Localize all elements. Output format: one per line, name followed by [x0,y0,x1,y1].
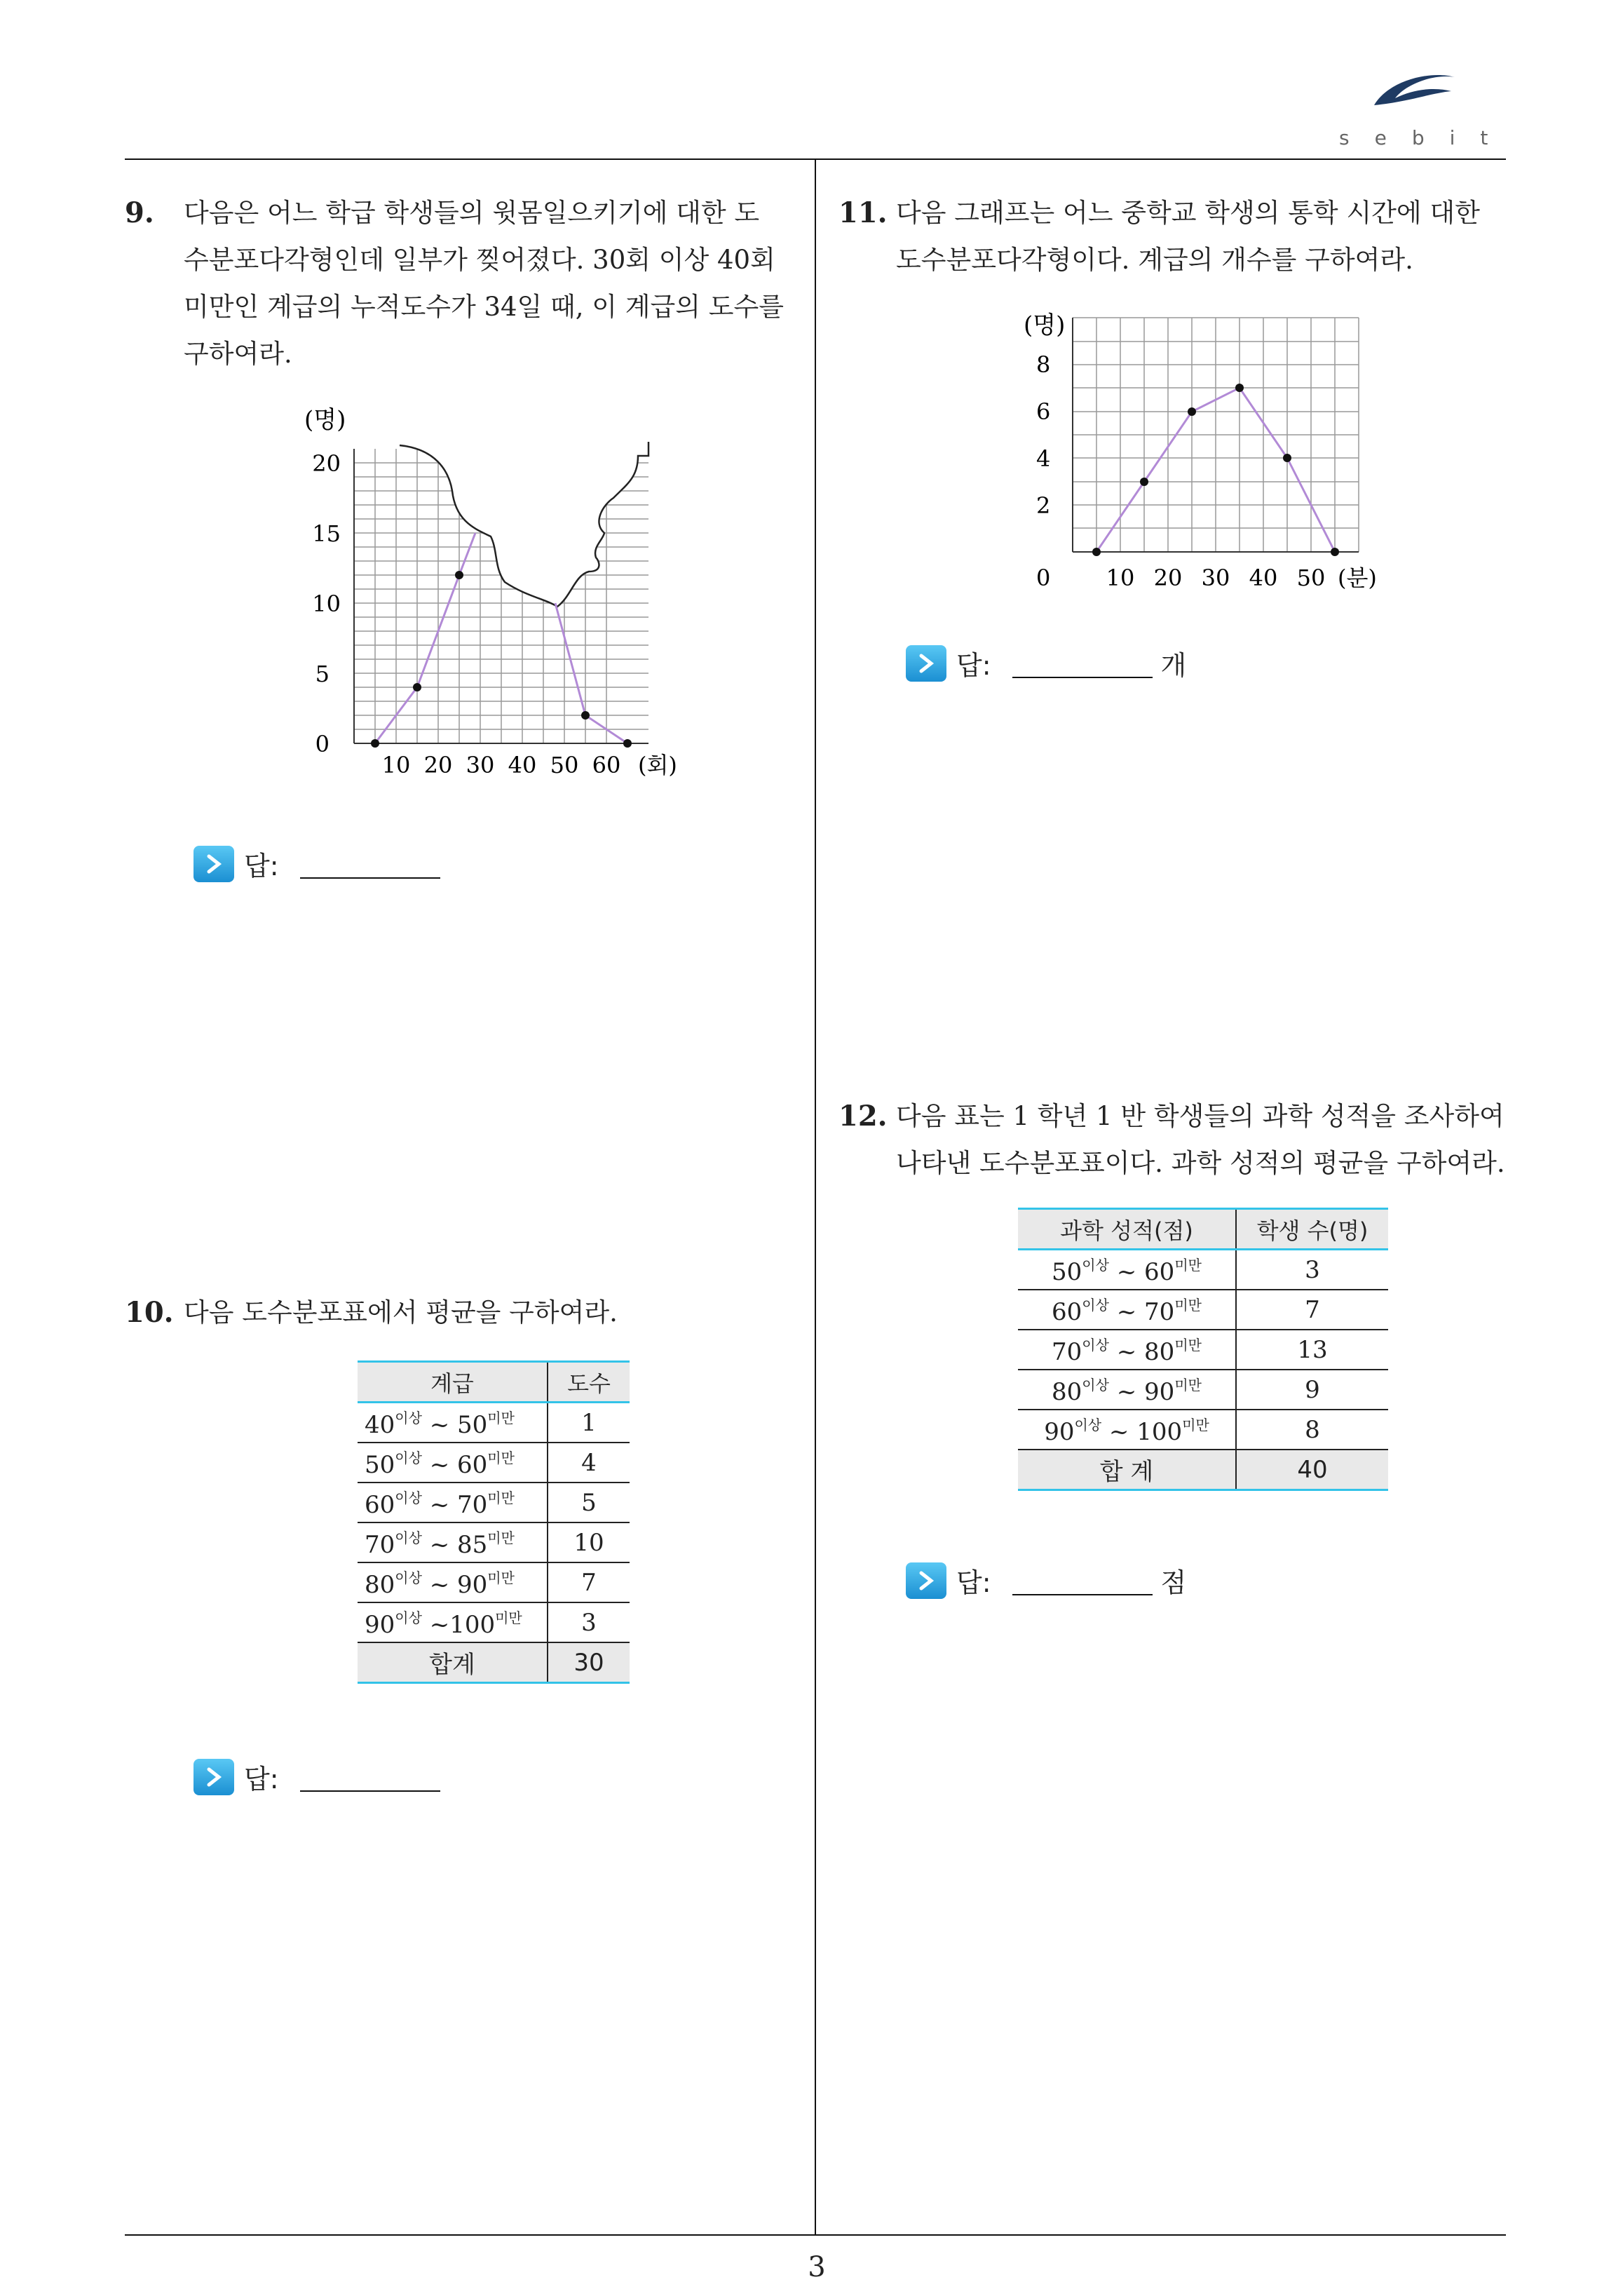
freq-cell: 3 [1236,1250,1388,1290]
answer-blank[interactable] [1012,649,1153,678]
q11-answer [906,644,1186,682]
q9-y-tick: 10 [312,590,341,617]
page-number: 3 [808,2251,826,2283]
q10-table [358,1360,630,1684]
q12-header: 과학 성적(점) [1018,1209,1236,1250]
q9-point [581,711,590,720]
q11-line: 다음 그래프는 어느 중학교 학생의 통학 시간에 대한 [896,198,1480,228]
q11-x-tick: 50 [1296,565,1326,591]
table-row: $90^{이상}$ ~ $100^{미만}$ 8 [1018,1410,1388,1450]
q11-text [896,189,1527,283]
q9-line: 미만인 계급의 누적도수가 34일 때, 이 계급의 도수를 [184,292,785,322]
class-high: 60 [1144,1257,1175,1286]
table-row: $70^{이상}$ ~ $85^{미만}$ 10 [358,1522,630,1562]
q9-point [455,571,463,579]
class-low: 70 [365,1530,395,1559]
q12-table [1018,1208,1388,1491]
q12-header: 학생 수(명) [1236,1209,1388,1250]
class-low: 60 [1052,1297,1082,1326]
table-row: $60^{이상}$ ~ $70^{미만}$ 7 [1018,1290,1388,1330]
q9-y-tick: 15 [312,520,341,547]
q9-x-tick: 50 [550,752,579,778]
total-label: 합 계 [1018,1450,1236,1490]
q9-y-tick: 0 [315,731,330,757]
freq-cell: 5 [548,1483,630,1522]
class-low: 90 [365,1610,395,1639]
header-logo [1367,67,1458,119]
q11-y-tick: 6 [1036,398,1051,425]
answer-unit: 점 [1160,1567,1187,1598]
class-high: 70 [1144,1297,1175,1326]
class-low: 70 [1052,1337,1082,1366]
q11-y-tick: 4 [1036,445,1051,472]
freq-cell: 7 [1236,1290,1388,1330]
class-low: 60 [365,1490,395,1519]
freq-cell: 8 [1236,1410,1388,1450]
q11-y-unit: (명) [1024,312,1066,339]
q9-x-tick: 10 [381,752,411,778]
answer-label: 답: [956,1567,991,1598]
q9-x-tick: 30 [466,752,495,778]
q9-answer [193,844,440,883]
table-row: $80^{이상}$ ~ $90^{미만}$ 9 [1018,1370,1388,1410]
table-row: $80^{이상}$ ~ $90^{미만}$ 7 [358,1562,630,1602]
class-high: 70 [457,1490,488,1519]
column-divider [815,158,816,2234]
q9-text [184,189,808,377]
q11-x-tick: 10 [1106,565,1135,591]
class-low: 90 [1044,1417,1075,1446]
q12-line: 다음 표는 1 학년 1 반 학생들의 과학 성적을 조사하여 [896,1101,1505,1131]
q11-y-tick: 8 [1036,351,1051,378]
answer-arrow-icon [906,1562,946,1599]
table-row: $50^{이상}$ ~ $60^{미만}$ 4 [358,1443,630,1483]
q10-number: 10. [125,1296,174,1329]
answer-arrow-icon [193,846,234,882]
q11-point [1331,548,1339,556]
freq-cell: 9 [1236,1370,1388,1410]
q10-header: 도수 [548,1362,630,1403]
total-label: 합계 [358,1642,548,1683]
q11-grid [1073,318,1359,552]
q9-chart [294,407,701,785]
class-low: 50 [1052,1257,1082,1286]
table-row: $70^{이상}$ ~ $80^{미만}$ 13 [1018,1330,1388,1370]
q9-point [413,683,421,691]
class-high: 80 [1144,1337,1175,1366]
table-total-row [358,1642,630,1683]
q10-header: 계급 [358,1362,548,1403]
q11-point [1140,478,1148,486]
freq-cell: 13 [1236,1330,1388,1370]
q11-x-tick: 30 [1201,565,1230,591]
class-low: 40 [365,1410,395,1439]
answer-blank[interactable] [300,1762,440,1792]
q11-point [1092,548,1101,556]
class-high: 60 [457,1450,488,1479]
q9-line: 수분포다각형인데 일부가 찢어졌다. 30회 이상 40회 [184,245,775,275]
q12-line: 나타낸 도수분포표이다. 과학 성적의 평균을 구하여라. [896,1148,1505,1178]
q11-y-tick: 0 [1036,565,1051,591]
q12-answer [906,1561,1186,1600]
q11-y-tick: 2 [1036,492,1051,519]
answer-label: 답: [244,1764,279,1795]
q9-number: 9. [125,196,154,229]
q9-y-tick: 5 [315,661,330,687]
answer-label: 답: [244,851,279,882]
answer-unit: 개 [1160,650,1187,681]
class-low: 80 [365,1570,395,1599]
logo-text: sebit [1339,126,1514,149]
q9-line: 구하여라. [184,339,292,369]
q11-point [1235,384,1244,392]
q12-number: 12. [838,1100,888,1133]
q9-y-unit: (명) [304,407,346,434]
answer-arrow-icon [906,645,946,682]
answer-arrow-icon [193,1759,234,1795]
q10-answer [193,1757,440,1796]
class-high: 85 [457,1530,488,1559]
freq-cell: 4 [548,1443,630,1483]
class-high: 90 [1144,1377,1175,1406]
q11-chart [1024,312,1402,593]
q9-series-line [375,533,475,743]
table-row: $90^{이상}$ $\sim 100^{미만}$ 3 [358,1602,630,1642]
q12-text [896,1093,1527,1187]
class-high: 100 [1136,1417,1183,1446]
table-total-row [1018,1450,1388,1490]
class-high: 50 [457,1410,488,1439]
footer-rule [125,2234,1506,2236]
freq-cell: 1 [548,1403,630,1443]
q11-line: 도수분포다각형이다. 계급의 개수를 구하여라. [896,245,1413,275]
q9-x-unit: (회) [638,752,677,778]
table-row: $40^{이상}$ ~ $50^{미만}$ 1 [358,1403,630,1443]
q11-point [1283,454,1291,462]
class-high: 90 [457,1570,488,1599]
freq-cell: 7 [548,1562,630,1602]
sebit-logo-icon [1367,67,1458,116]
q9-x-tick: 60 [592,752,621,778]
class-high: 100 [449,1610,496,1639]
answer-blank[interactable] [300,849,440,879]
q9-y-tick: 20 [312,450,341,477]
answer-label: 답: [956,650,991,681]
q9-x-tick: 40 [508,752,537,778]
q9-line: 다음은 어느 학급 학생들의 윗몸일으키기에 대한 도 [184,198,760,228]
total-value: 30 [548,1642,630,1683]
freq-cell: 3 [548,1602,630,1642]
table-row: $50^{이상}$ ~ $60^{미만}$ 3 [1018,1250,1388,1290]
total-value: 40 [1236,1450,1388,1490]
answer-blank[interactable] [1012,1566,1153,1595]
class-low: 80 [1052,1377,1082,1406]
q11-x-tick: 40 [1249,565,1278,591]
q11-number: 11. [838,196,888,229]
q11-x-unit: (분) [1338,565,1377,591]
q9-x-tick: 20 [423,752,453,778]
q9-point [371,739,379,748]
q9-torn-area [400,442,648,607]
q10-text: 다음 도수분포표에서 평균을 구하여라. [184,1297,618,1328]
table-row: $60^{이상}$ ~ $70^{미만}$ 5 [358,1483,630,1522]
class-low: 50 [365,1450,395,1479]
q11-point [1188,407,1196,416]
q11-x-tick: 20 [1153,565,1183,591]
q9-point [623,739,632,748]
freq-cell: 10 [548,1522,630,1562]
